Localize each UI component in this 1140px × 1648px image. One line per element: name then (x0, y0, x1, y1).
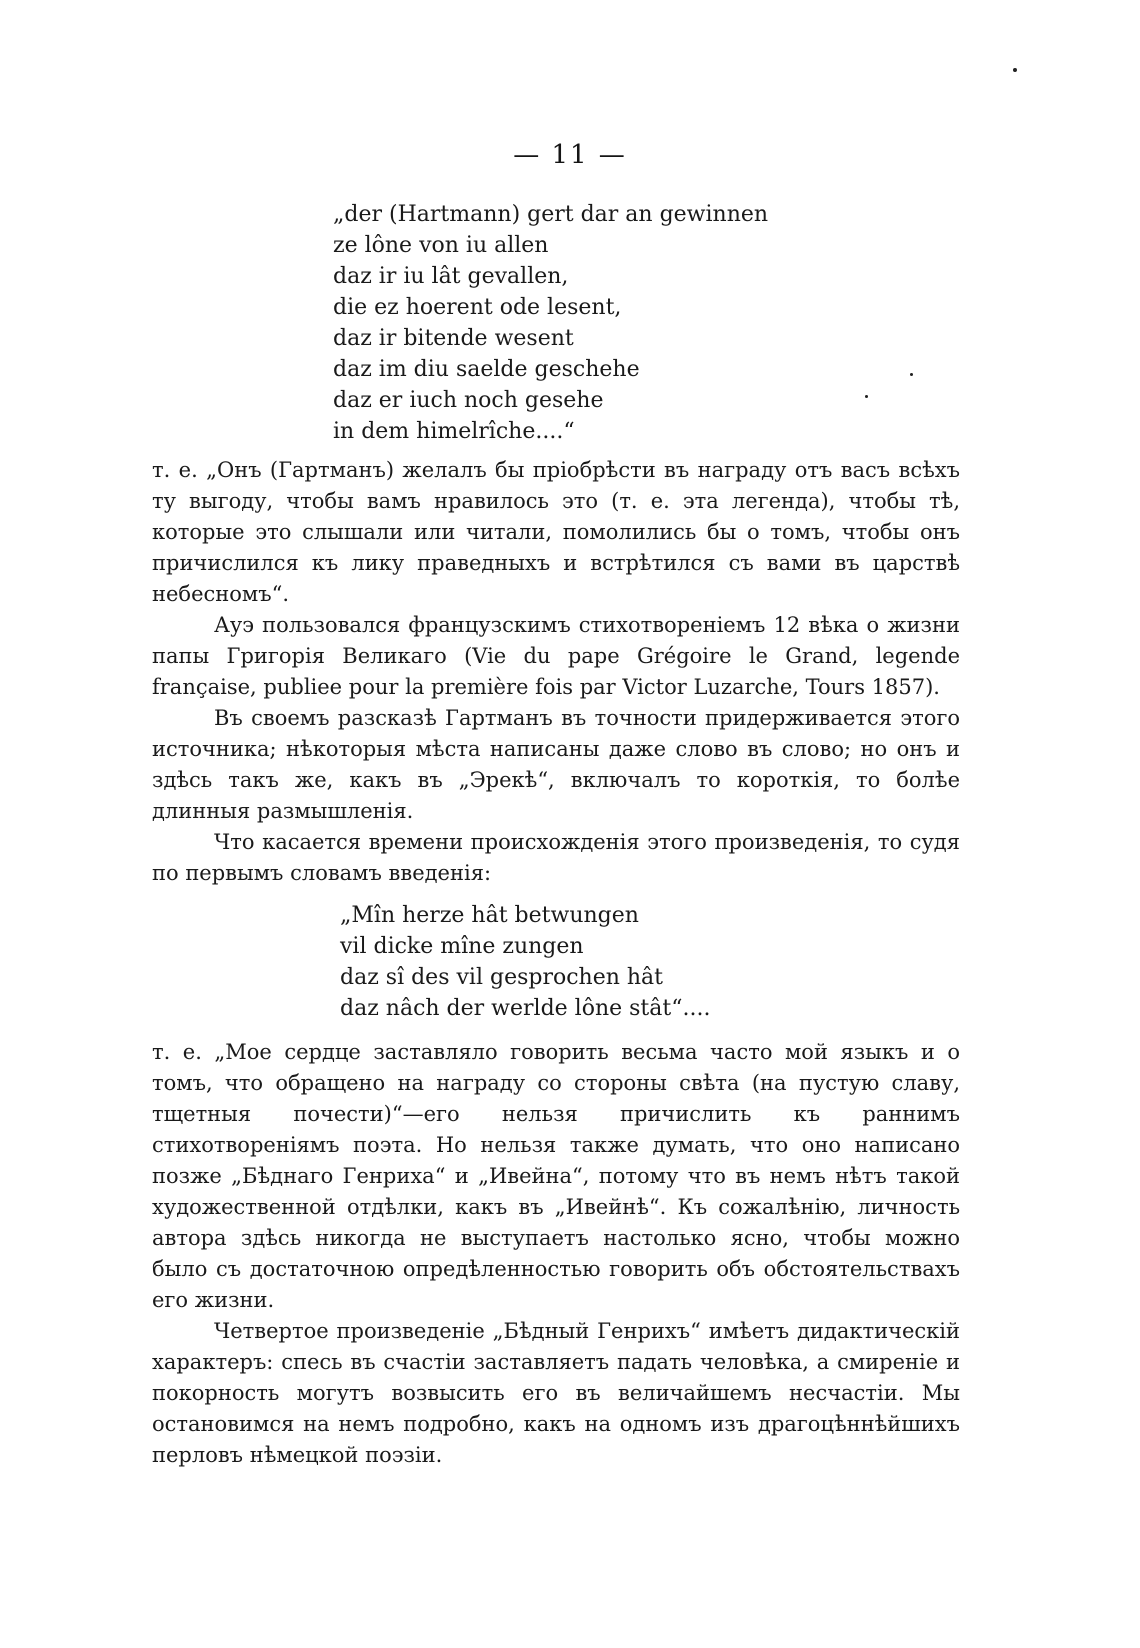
verse-line: daz er iuch noch gesehe (333, 388, 604, 413)
verse-line: „der (Hartmann) gert dar an gewinnen (333, 202, 769, 227)
body-text-block (152, 455, 960, 889)
verse-line: in dem himelrîche....“ (333, 419, 575, 444)
paragraph-translation: т. е. „Онъ (Гартманъ) желалъ бы пріобрѣсти въ награду отъ васъ всѣхъ ту выгоду, чтобы вамъ нравилось это (т. е. эта легенда), чтобы тѣ, которые это слышали или читали, помолились бы о томъ, чтобы онъ причислился къ лику праведныхъ и встрѣтился съ вами въ царствѣ небесномъ“. (152, 458, 960, 606)
verse-line: daz sî des vil gesprochen hât (340, 965, 664, 990)
verse-line: daz im diu saelde geschehe (333, 357, 640, 382)
print-speck (910, 373, 913, 376)
verse-line: daz ir bitende wesent (333, 326, 574, 351)
paragraph-translation: т. е. „Мое сердце заставляло говорить весьма часто мой языкъ и о томъ, что обращено на награду со стороны свѣта (на пустую славу, тщетныя почести)“—его нельзя причислить къ раннимъ стихотвореніямъ поэта. Но нельзя также думать, что оно написано позже „Бѣднаго Генриха“ и „Ивейна“, потому что въ немъ нѣтъ такой художественной отдѣлки, какъ въ „Ивейнѣ“. Къ сожалѣнію, личность автора здѣсь никогда не выступаетъ настолько ясно, чтобы можно было съ достаточною опредѣленностью говорить объ обстоятельствахъ его жизни. (152, 1040, 960, 1312)
verse-line: „Mîn herze hât betwungen (340, 903, 639, 928)
body-text-block (152, 1037, 960, 1471)
verse-line: daz ir iu lât gevallen, (333, 264, 569, 289)
paragraph: Ауэ пользовался французскимъ стихотвореніемъ 12 вѣка о жизни папы Григорія Великаго (Vie du pape Grégoire le Grand, legende française, publiee pour la première fois par Victor Luzarche, Tours 1857). (152, 613, 960, 699)
page-number: — 11 — (513, 140, 627, 170)
verse-line: vil dicke mîne zungen (340, 934, 584, 959)
verse-line: ze lône von iu allen (333, 233, 549, 258)
verse-quote-introduction (340, 900, 710, 1024)
paragraph: Четвертое произведеніе „Бѣдный Генрихъ“ имѣетъ дидактическій характеръ: спесь въ счастіи заставляетъ падать человѣка, а смиреніе и покорность могутъ возвысить его въ величайшемъ несчастіи. Мы остановимся на немъ подробно, какъ на одномъ изъ драгоцѣннѣйшихъ перловъ нѣмецкой поэзіи. (152, 1319, 960, 1467)
print-speck (865, 395, 868, 398)
print-speck (1013, 68, 1017, 72)
paragraph: Въ своемъ разсказѣ Гартманъ въ точности придерживается этого источника; нѣкоторыя мѣста написаны даже слово въ слово; но онъ и здѣсь такъ же, какъ въ „Эрекѣ“, включалъ то короткія, то болѣе длинныя размышленія. (152, 706, 960, 823)
verse-quote-middle-high-german (333, 199, 768, 447)
verse-line: daz nâch der werlde lône stât“.... (340, 996, 711, 1021)
paragraph: Что касается времени происхожденія этого произведенія, то судя по первымъ словамъ введенія: (152, 830, 960, 885)
verse-line: die ez hoerent ode lesent, (333, 295, 622, 320)
